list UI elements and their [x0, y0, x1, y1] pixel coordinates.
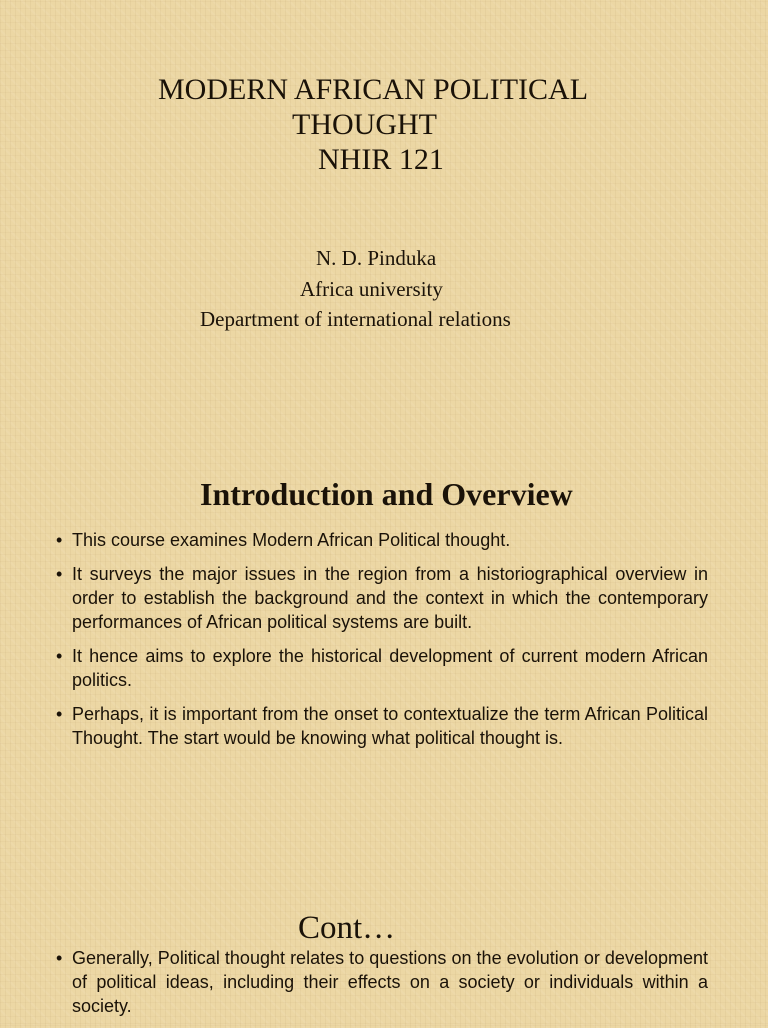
- list-item: [56, 562, 708, 634]
- institution-name: Africa university: [300, 277, 443, 301]
- course-code: NHIR 121: [318, 143, 444, 176]
- continuation-slide: [0, 900, 768, 1024]
- author-name: N. D. Pinduka: [316, 246, 437, 270]
- introduction-slide: [0, 440, 768, 840]
- bullet-icon: •: [56, 564, 63, 584]
- slide-heading: Cont…: [298, 910, 396, 946]
- course-title-line-2: THOUGHT: [292, 108, 437, 141]
- bullet-text: This course examines Modern African Political thought.: [72, 530, 511, 550]
- bullet-icon: •: [56, 530, 63, 550]
- bullet-list: [56, 946, 708, 1028]
- department-name: Department of international relations: [200, 307, 511, 331]
- bullet-icon: •: [56, 948, 63, 968]
- bullet-text: It hence aims to explore the historical development of current modern African politics.: [72, 646, 708, 690]
- list-item: [56, 946, 708, 1018]
- slide-heading: Introduction and Overview: [200, 476, 573, 512]
- bullet-text: Generally, Political thought relates to questions on the evolution or development of political ideas, including their effects on a society or individuals within a society.: [72, 948, 708, 1016]
- bullet-list: [56, 528, 708, 760]
- list-item: [56, 702, 708, 750]
- title-slide: [0, 0, 768, 380]
- bullet-text: It surveys the major issues in the region from a historiographical overview in order to establish the background and the context in which the contemporary performances of African political systems are built.: [72, 564, 708, 632]
- list-item: [56, 528, 708, 552]
- bullet-icon: •: [56, 646, 63, 666]
- course-title-line-1: MODERN AFRICAN POLITICAL: [158, 73, 589, 106]
- list-item: [56, 644, 708, 692]
- bullet-text: Perhaps, it is important from the onset to contextualize the term African Political Thought. The start would be knowing what political thought is.: [72, 704, 708, 748]
- bullet-icon: •: [56, 704, 63, 724]
